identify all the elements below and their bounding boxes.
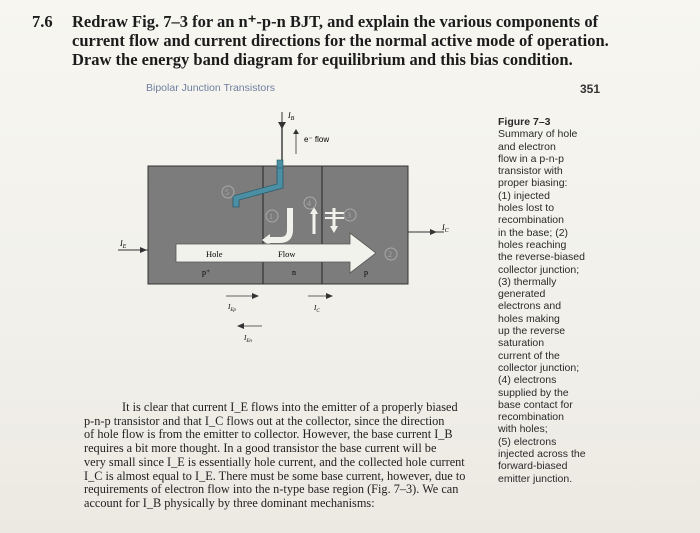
- ien-arrow-head: [237, 323, 244, 329]
- figure-caption: [498, 116, 586, 485]
- ic-arrow-head: [430, 229, 437, 235]
- hole-label: Hole: [206, 249, 223, 259]
- region-n-label: n: [292, 268, 296, 277]
- caption-line: holes making: [498, 312, 560, 325]
- svg-text:4: 4: [307, 199, 311, 208]
- body-line: p-n-p transistor and that I_C flows out at the collector, since the direction: [84, 413, 445, 428]
- ien-label: $I_{En}$: [244, 334, 252, 344]
- region-p-plus-label: p⁺: [202, 268, 211, 277]
- caption-line: holes lost to: [498, 202, 555, 215]
- iep-arrow-head: [252, 293, 259, 299]
- caption-line: and electron: [498, 140, 556, 153]
- ib-label: $I_B$: [288, 111, 295, 122]
- caption-line: forward-biased: [498, 460, 568, 473]
- caption-line: (1) injected: [498, 189, 550, 202]
- ic-bottom-label: $I_C$: [314, 304, 320, 314]
- caption-line: recombination: [498, 411, 564, 424]
- body-line: I_C is almost equal to I_E. There must be some base current, however, due to: [84, 468, 466, 483]
- ie-label: $I_E$: [120, 239, 127, 250]
- iep-label: $I_{Ep}$: [228, 303, 236, 313]
- base-contact: [277, 160, 283, 168]
- body-line: It is clear that current I_E flows into the emitter of a properly biased: [122, 400, 458, 414]
- caption-line: the reverse-biased: [498, 251, 585, 264]
- caption-line: transistor with: [498, 165, 563, 178]
- caption-line: (3) thermally: [498, 275, 557, 288]
- body-line: requirements of electron flow into the n-type base region (Fig. 7–3). We can: [84, 482, 459, 497]
- caption-line: saturation: [498, 337, 545, 350]
- caption-line: (5) electrons: [498, 435, 557, 448]
- problem-line-1: Redraw Fig. 7–3 for an n⁺-p-n BJT, and explain the various components of: [72, 12, 599, 31]
- caption-line: with holes;: [498, 423, 548, 436]
- svg-text:2: 2: [388, 250, 392, 259]
- caption-line: collector junction;: [498, 263, 580, 276]
- caption-line: (4) electrons: [498, 374, 557, 387]
- caption-line: flow in a p-n-p: [498, 152, 564, 165]
- svg-text:3: 3: [347, 211, 351, 220]
- svg-text:1: 1: [269, 212, 273, 221]
- ic-bottom-arrow-head: [326, 293, 333, 299]
- caption-line: injected across the: [498, 448, 586, 461]
- caption-line: base contact for: [498, 398, 573, 411]
- caption-line: current of the: [498, 349, 560, 362]
- body-line: requires a bit more thought. In a good transistor the base current will be: [84, 441, 437, 456]
- e-flow-label: e⁻ flow: [304, 135, 330, 144]
- caption-line: recombination: [498, 214, 564, 227]
- caption-line: in the base; (2): [498, 226, 569, 239]
- body-line: account for I_B physically by three dominant mechanisms:: [84, 495, 375, 510]
- problem-number: 7.6: [32, 12, 53, 31]
- running-head: Bipolar Junction Transistors: [146, 82, 275, 94]
- e-flow-arrow-head: [293, 129, 299, 134]
- region-p-label: p: [364, 268, 368, 277]
- body-paragraph: [84, 401, 465, 511]
- caption-line: electrons and: [498, 300, 562, 313]
- caption-title: Figure 7–3: [498, 116, 551, 128]
- body-line: of hole flow is from the emitter to collector. However, the base current I_B: [84, 427, 453, 442]
- caption-line: emitter junction.: [498, 472, 573, 485]
- ib-arrow-head: [278, 122, 286, 129]
- caption-line: up the reverse: [498, 325, 566, 338]
- body-line: very small since I_E is essentially hole current, and the collected hole current: [84, 454, 465, 469]
- ic-label: $I_C$: [442, 223, 449, 234]
- problem-line-2: current flow and current directions for the normal active mode of operation.: [72, 31, 609, 50]
- ie-arrow-head: [140, 247, 147, 253]
- page-number: 351: [580, 82, 601, 96]
- caption-line: generated: [498, 288, 546, 301]
- caption-line: Summary of hole: [498, 128, 578, 141]
- caption-line: holes reaching: [498, 238, 567, 251]
- transistor-flow-diagram: [118, 104, 458, 354]
- caption-line: supplied by the: [498, 386, 569, 399]
- caption-line: proper biasing:: [498, 177, 568, 190]
- caption-line: collector junction;: [498, 361, 580, 374]
- svg-text:5: 5: [225, 188, 229, 197]
- problem-line-3: Draw the energy band diagram for equilibrium and this bias condition.: [72, 50, 573, 69]
- flow-label: Flow: [278, 249, 296, 259]
